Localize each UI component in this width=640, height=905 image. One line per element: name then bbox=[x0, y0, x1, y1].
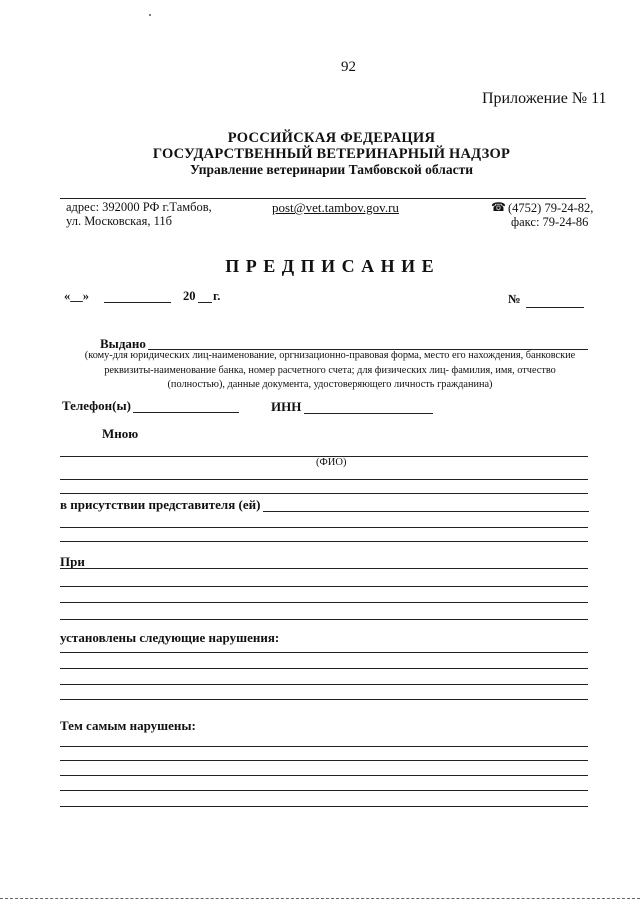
date-close-quote: » bbox=[82, 289, 89, 303]
bottom-edge-artifact bbox=[0, 898, 640, 899]
telephone-icon: ☎ bbox=[491, 200, 506, 214]
fill-line[interactable] bbox=[60, 806, 588, 807]
representative-line[interactable] bbox=[263, 511, 589, 512]
inn-label: ИНН bbox=[271, 399, 302, 414]
during-label: При bbox=[60, 554, 85, 569]
scan-speck bbox=[149, 14, 151, 16]
document-title: П Р Е Д П И С А Н И Е bbox=[225, 256, 435, 276]
phone-number: (4752) 79-24-82, bbox=[508, 201, 594, 215]
fill-line[interactable] bbox=[60, 790, 588, 791]
phone-label: Телефон(ы) bbox=[62, 398, 131, 413]
header-divider bbox=[60, 198, 586, 199]
fax-number: факс: 79-24-86 bbox=[511, 215, 589, 229]
inn-field[interactable] bbox=[304, 413, 433, 414]
phone-field[interactable] bbox=[133, 412, 239, 413]
appendix-label: Приложение № 11 bbox=[482, 90, 607, 107]
fill-line[interactable] bbox=[60, 493, 588, 494]
fill-line[interactable] bbox=[60, 541, 588, 542]
address-line-1: адрес: 392000 РФ г.Тамбов, bbox=[66, 200, 212, 214]
date-year-prefix: 20 bbox=[183, 289, 196, 303]
fill-line[interactable] bbox=[60, 775, 588, 776]
date-open-quote: « bbox=[64, 289, 71, 303]
date-year-blank[interactable] bbox=[198, 302, 212, 303]
number-label: № bbox=[508, 292, 521, 306]
date-day-blank: __ bbox=[70, 289, 83, 303]
issued-hint-2: реквизиты-наименование банка, номер расчетного счета; для физических лиц- фамилия, имя, отчество bbox=[104, 365, 556, 376]
fill-line[interactable] bbox=[60, 699, 588, 700]
date-line bbox=[64, 289, 89, 304]
fill-line[interactable] bbox=[60, 586, 588, 587]
fill-line[interactable] bbox=[60, 746, 588, 747]
violations-label: установлены следующие нарушения: bbox=[60, 630, 280, 645]
date-month-blank[interactable] bbox=[104, 302, 171, 303]
email-link[interactable]: post@vet.tambov.gov.ru bbox=[272, 200, 399, 215]
fill-line[interactable] bbox=[60, 619, 588, 620]
fio-label: (ФИО) bbox=[316, 457, 347, 468]
fill-line[interactable] bbox=[60, 760, 588, 761]
issued-hint-1: (кому-для юридических лиц-наименование, оргнизационно-правовая форма, место его нахождения, банковские bbox=[84, 350, 576, 361]
header-line-3: Управление ветеринарии Тамбовской области bbox=[189, 162, 474, 177]
during-line[interactable] bbox=[60, 568, 588, 569]
issued-hint-3: (полностью), данные документа, удостоверяющего личность гражданина) bbox=[167, 379, 493, 390]
fill-line[interactable] bbox=[60, 602, 588, 603]
date-year-suffix: г. bbox=[213, 289, 221, 303]
fill-line[interactable] bbox=[60, 684, 588, 685]
fill-line[interactable] bbox=[60, 652, 588, 653]
address-line-2: ул. Московская, 11б bbox=[66, 214, 172, 228]
fill-line[interactable] bbox=[60, 668, 588, 669]
page-number: 92 bbox=[341, 59, 356, 75]
header-line-1: РОССИЙСКАЯ ФЕДЕРАЦИЯ bbox=[227, 130, 436, 146]
number-blank[interactable] bbox=[526, 307, 584, 308]
fill-line[interactable] bbox=[60, 479, 588, 480]
violated-label: Тем самым нарушены: bbox=[60, 718, 196, 733]
header-line-2: ГОСУДАРСТВЕННЫЙ ВЕТЕРИНАРНЫЙ НАДЗОР bbox=[152, 146, 511, 162]
issued-label: Выдано bbox=[100, 336, 146, 351]
representative-label: в присутствии представителя (ей) bbox=[60, 497, 261, 512]
fill-line[interactable] bbox=[60, 527, 588, 528]
by-me-label: Мною bbox=[102, 426, 139, 441]
